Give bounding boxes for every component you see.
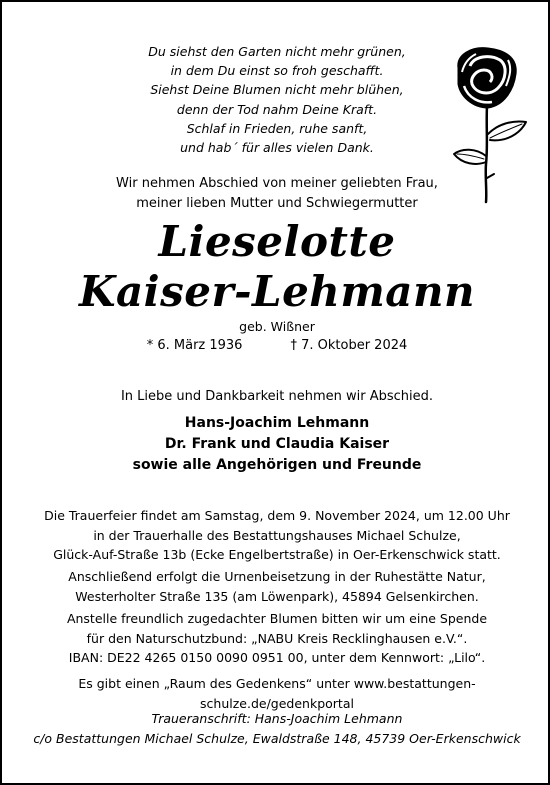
ceremony-line: Glück-Auf-Straße 13b (Ecke Engelbertstraße) in Oer-Erkenschwick statt. [53,547,501,562]
intro-text [2,174,550,214]
intro-line: Wir nehmen Abschied von meiner geliebten Frau, [116,176,438,191]
memorial-link-text: Es gibt einen „Raum des Gedenkens“ unter www.bestattungen-schulze.de/gedenkportal [78,676,476,711]
mourner-line: sowie alle Angehörigen und Freunde [132,457,422,473]
mourner-line: Hans-Joachim Lehmann [184,415,370,431]
poem-line: in dem Du einst so froh geschafft. [170,63,384,79]
donation-line: für den Naturschutzbund: „NABU Kreis Recklinghausen e.V.“. [86,630,468,646]
mourners-list [2,413,550,476]
donation-line: Anstelle freundlich zugedachter Blumen bitten wir um eine Spende [66,611,488,626]
poem-line: Schlaf in Frieden, ruhe sanft, [186,120,368,136]
life-dates [2,337,550,355]
donation-info [2,609,550,668]
ceremony-line: in der Trauerhalle des Bestattungshauses Michael Schulze, [93,527,461,543]
mourner-line: Dr. Frank und Claudia Kaiser [164,436,390,452]
birth-name: geb. Wißner [239,319,315,334]
poem-line: und hab´ für alles vielen Dank. [180,140,374,156]
burial-line: Anschließend erfolgt die Urnenbeisetzung in der Ruhestätte Natur, [68,569,486,584]
donation-line: IBAN: DE22 4265 0150 0090 0951 00, unter dem Kennwort: „Lilo“. [68,650,486,665]
burial-info [2,567,550,606]
burial-line: Westerholter Straße 135 (am Löwenpark), 45894 Gelsenkirchen. [75,588,479,604]
birth-date: * 6. März 1936 [146,338,243,353]
address-line: c/o Bestattungen Michael Schulze, Ewaldstraße 148, 45739 Oer-Erkenschwick [33,731,521,746]
poem-line: Du siehst den Garten nicht mehr grünen, [148,44,406,59]
death-date: † 7. Oktober 2024 [290,338,408,353]
poem-line: Siehst Deine Blumen nicht mehr blühen, [150,82,404,98]
deceased-last-name: Kaiser-Lehmann [78,267,476,316]
farewell-text: In Liebe und Dankbarkeit nehmen wir Abschied. [120,389,434,404]
mourning-address [2,709,550,749]
intro-line: meiner lieben Mutter und Schwiegermutter [136,196,418,211]
ceremony-line: Die Trauerfeier findet am Samstag, dem 9. November 2024, um 12.00 Uhr [44,508,510,523]
poem-line: denn der Tod nahm Deine Kraft. [176,101,378,117]
address-line: Traueranschrift: Hans-Joachim Lehmann [151,711,403,726]
ceremony-info [2,506,550,565]
deceased-first-name: Lieselotte [158,217,396,266]
